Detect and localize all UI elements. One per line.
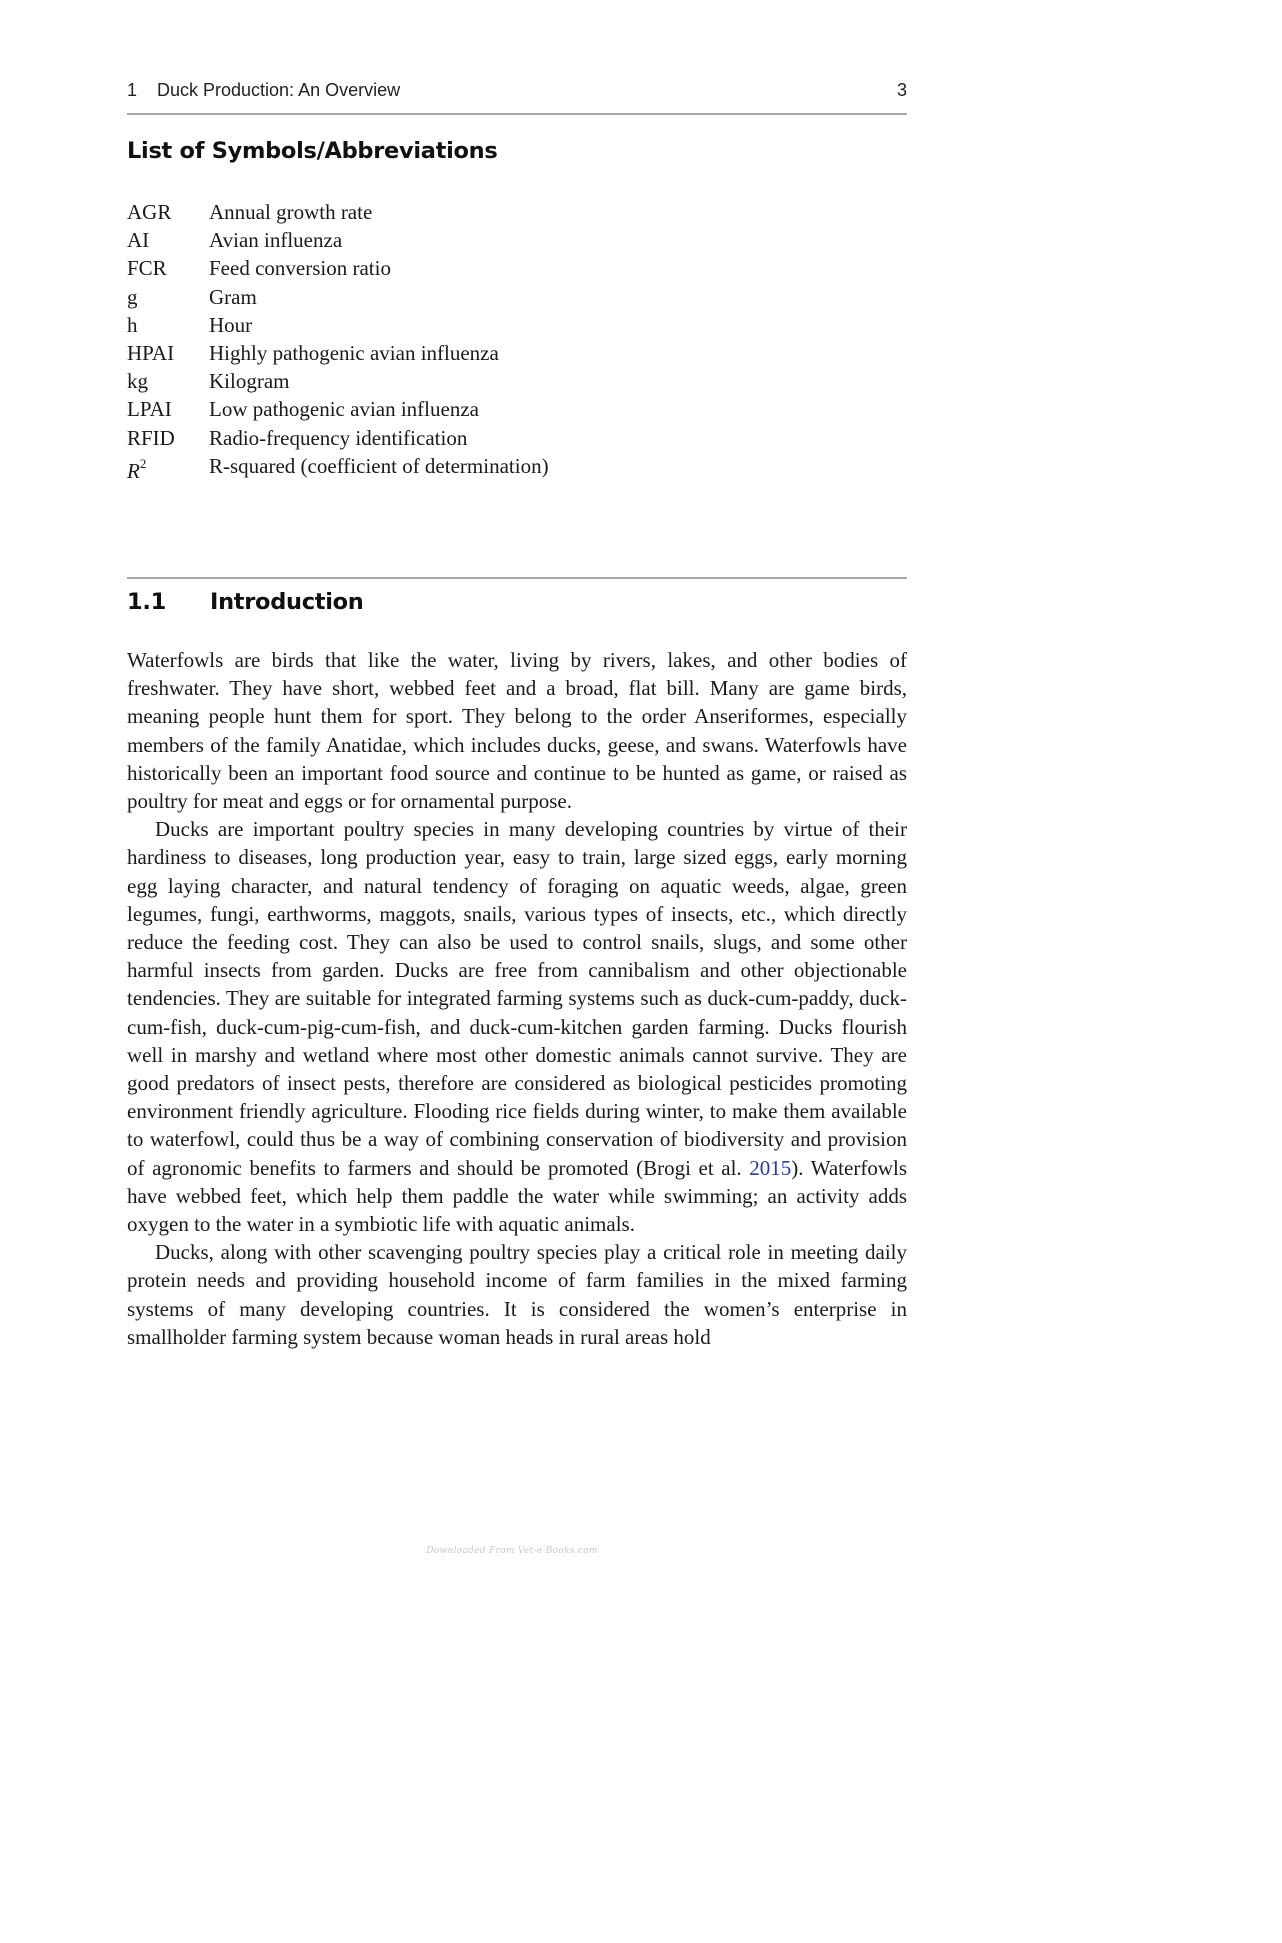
abbreviation-definition: Radio-frequency identification [209, 425, 468, 450]
abbreviation-term: AGR [127, 200, 172, 224]
paragraph-text: ). Waterfowls have webbed feet, which help them paddle the water while swimming; an activity adds oxygen to the water in a symbiotic life with aquatic animals. [127, 1155, 907, 1237]
abbreviation-definition: Kilogram [209, 369, 290, 394]
running-head-chapter-title: Duck Production: An Overview [157, 80, 401, 100]
abbreviation-row [127, 339, 727, 367]
abbreviation-row [127, 395, 727, 423]
abbreviation-definition: Feed conversion ratio [209, 256, 391, 281]
abbreviation-row [127, 311, 727, 339]
abbreviation-definition: Highly pathogenic avian influenza [209, 340, 499, 365]
section-title: Introduction [210, 589, 364, 615]
abbreviation-term-base: R [127, 458, 140, 483]
abbreviation-definition: Annual growth rate [209, 200, 373, 224]
abbreviation-term: FCR [127, 256, 167, 281]
abbreviation-term: g [127, 284, 138, 309]
abbreviation-term-superscript: 2 [139, 455, 147, 471]
abbreviation-row [127, 367, 727, 395]
abbreviation-term: HPAI [127, 340, 175, 365]
paragraph: Waterfowls are birds that like the water, living by rivers, lakes, and other bodies of freshwater. They have short, webbed feet and a broad, flat bill. Many are game birds, meaning people hunt them for sport. They belong to the order Anseriformes, especially members of the family Anatidae, which includes ducks, geese, and swans. Waterfowls have historically been an important food source and continue to be hunted as game, or raised as poultry for meat and eggs or for ornamental purpose. [127, 648, 907, 814]
abbreviation-definition: Gram [209, 284, 257, 309]
abbreviation-definition: Hour [209, 312, 253, 337]
citation-link[interactable]: 2015 [749, 1155, 792, 1180]
symbols-heading: List of Symbols/Abbreviations [127, 138, 498, 164]
abbreviation-row [127, 198, 727, 226]
watermark: Downloaded From Vet-e-Books.com [426, 1546, 598, 1556]
section-rule [127, 577, 907, 579]
section-number: 1.1 [127, 589, 166, 615]
abbreviation-definition: Avian influenza [209, 228, 343, 253]
page-number: 3 [896, 80, 907, 100]
abbreviation-list [127, 198, 727, 483]
body-text [127, 646, 907, 1351]
paragraph [127, 815, 907, 1238]
abbreviation-definition: R-squared (coefficient of determination) [209, 453, 549, 478]
abbreviation-row [127, 424, 727, 452]
abbreviation-term: LPAI [127, 397, 172, 422]
abbreviation-row [127, 452, 727, 483]
abbreviation-term: RFID [127, 425, 175, 450]
header-rule [127, 113, 907, 115]
running-head [127, 80, 907, 106]
paragraph: Ducks, along with other scavenging poultry species play a critical role in meeting daily protein needs and providing household income of farm families in the mixed farming systems of many developing countries. It is considered the women’s enterprise in smallholder farming system because woman heads in rural areas hold [127, 1240, 907, 1349]
running-head-chapter-number: 1 [127, 80, 138, 100]
abbreviation-term [127, 452, 146, 485]
abbreviation-row [127, 254, 727, 282]
abbreviation-term: kg [127, 369, 148, 394]
abbreviation-term: AI [127, 228, 150, 253]
abbreviation-term: h [127, 312, 138, 337]
abbreviation-row [127, 226, 727, 254]
paragraph-text: Ducks are important poultry species in many developing countries by virtue of their hardiness to diseases, long production year, easy to train, large sized eggs, early morning egg laying character, and natural tendency of foraging on aquatic weeds, algae, green legumes, fungi, earthworms, maggots, snails, various types of insects, etc., which directly reduce the feeding cost. They can also be used to control snails, slugs, and some other harmful insects from garden. Ducks are free from cannibalism and other objectionable tendencies. They are suitable for integrated farming systems such as duck-cum-paddy, duck-cum-fish, duck-cum-pig-cum-fish, and duck-cum-kitchen garden farming. Ducks flourish well in marshy and wetland where most other domestic animals cannot survive. They are good predators of insect pests, therefore are considered as biological pesticides promoting environment friendly agriculture. Flooding rice fields during winter, to make them available to waterfowl, could thus be a way of combining conservation of biodiversity and provision of agronomic benefits to farmers and should be promoted (Brogi et al. [127, 817, 907, 1180]
abbreviation-definition: Low pathogenic avian influenza [209, 397, 479, 422]
abbreviation-row [127, 283, 727, 311]
